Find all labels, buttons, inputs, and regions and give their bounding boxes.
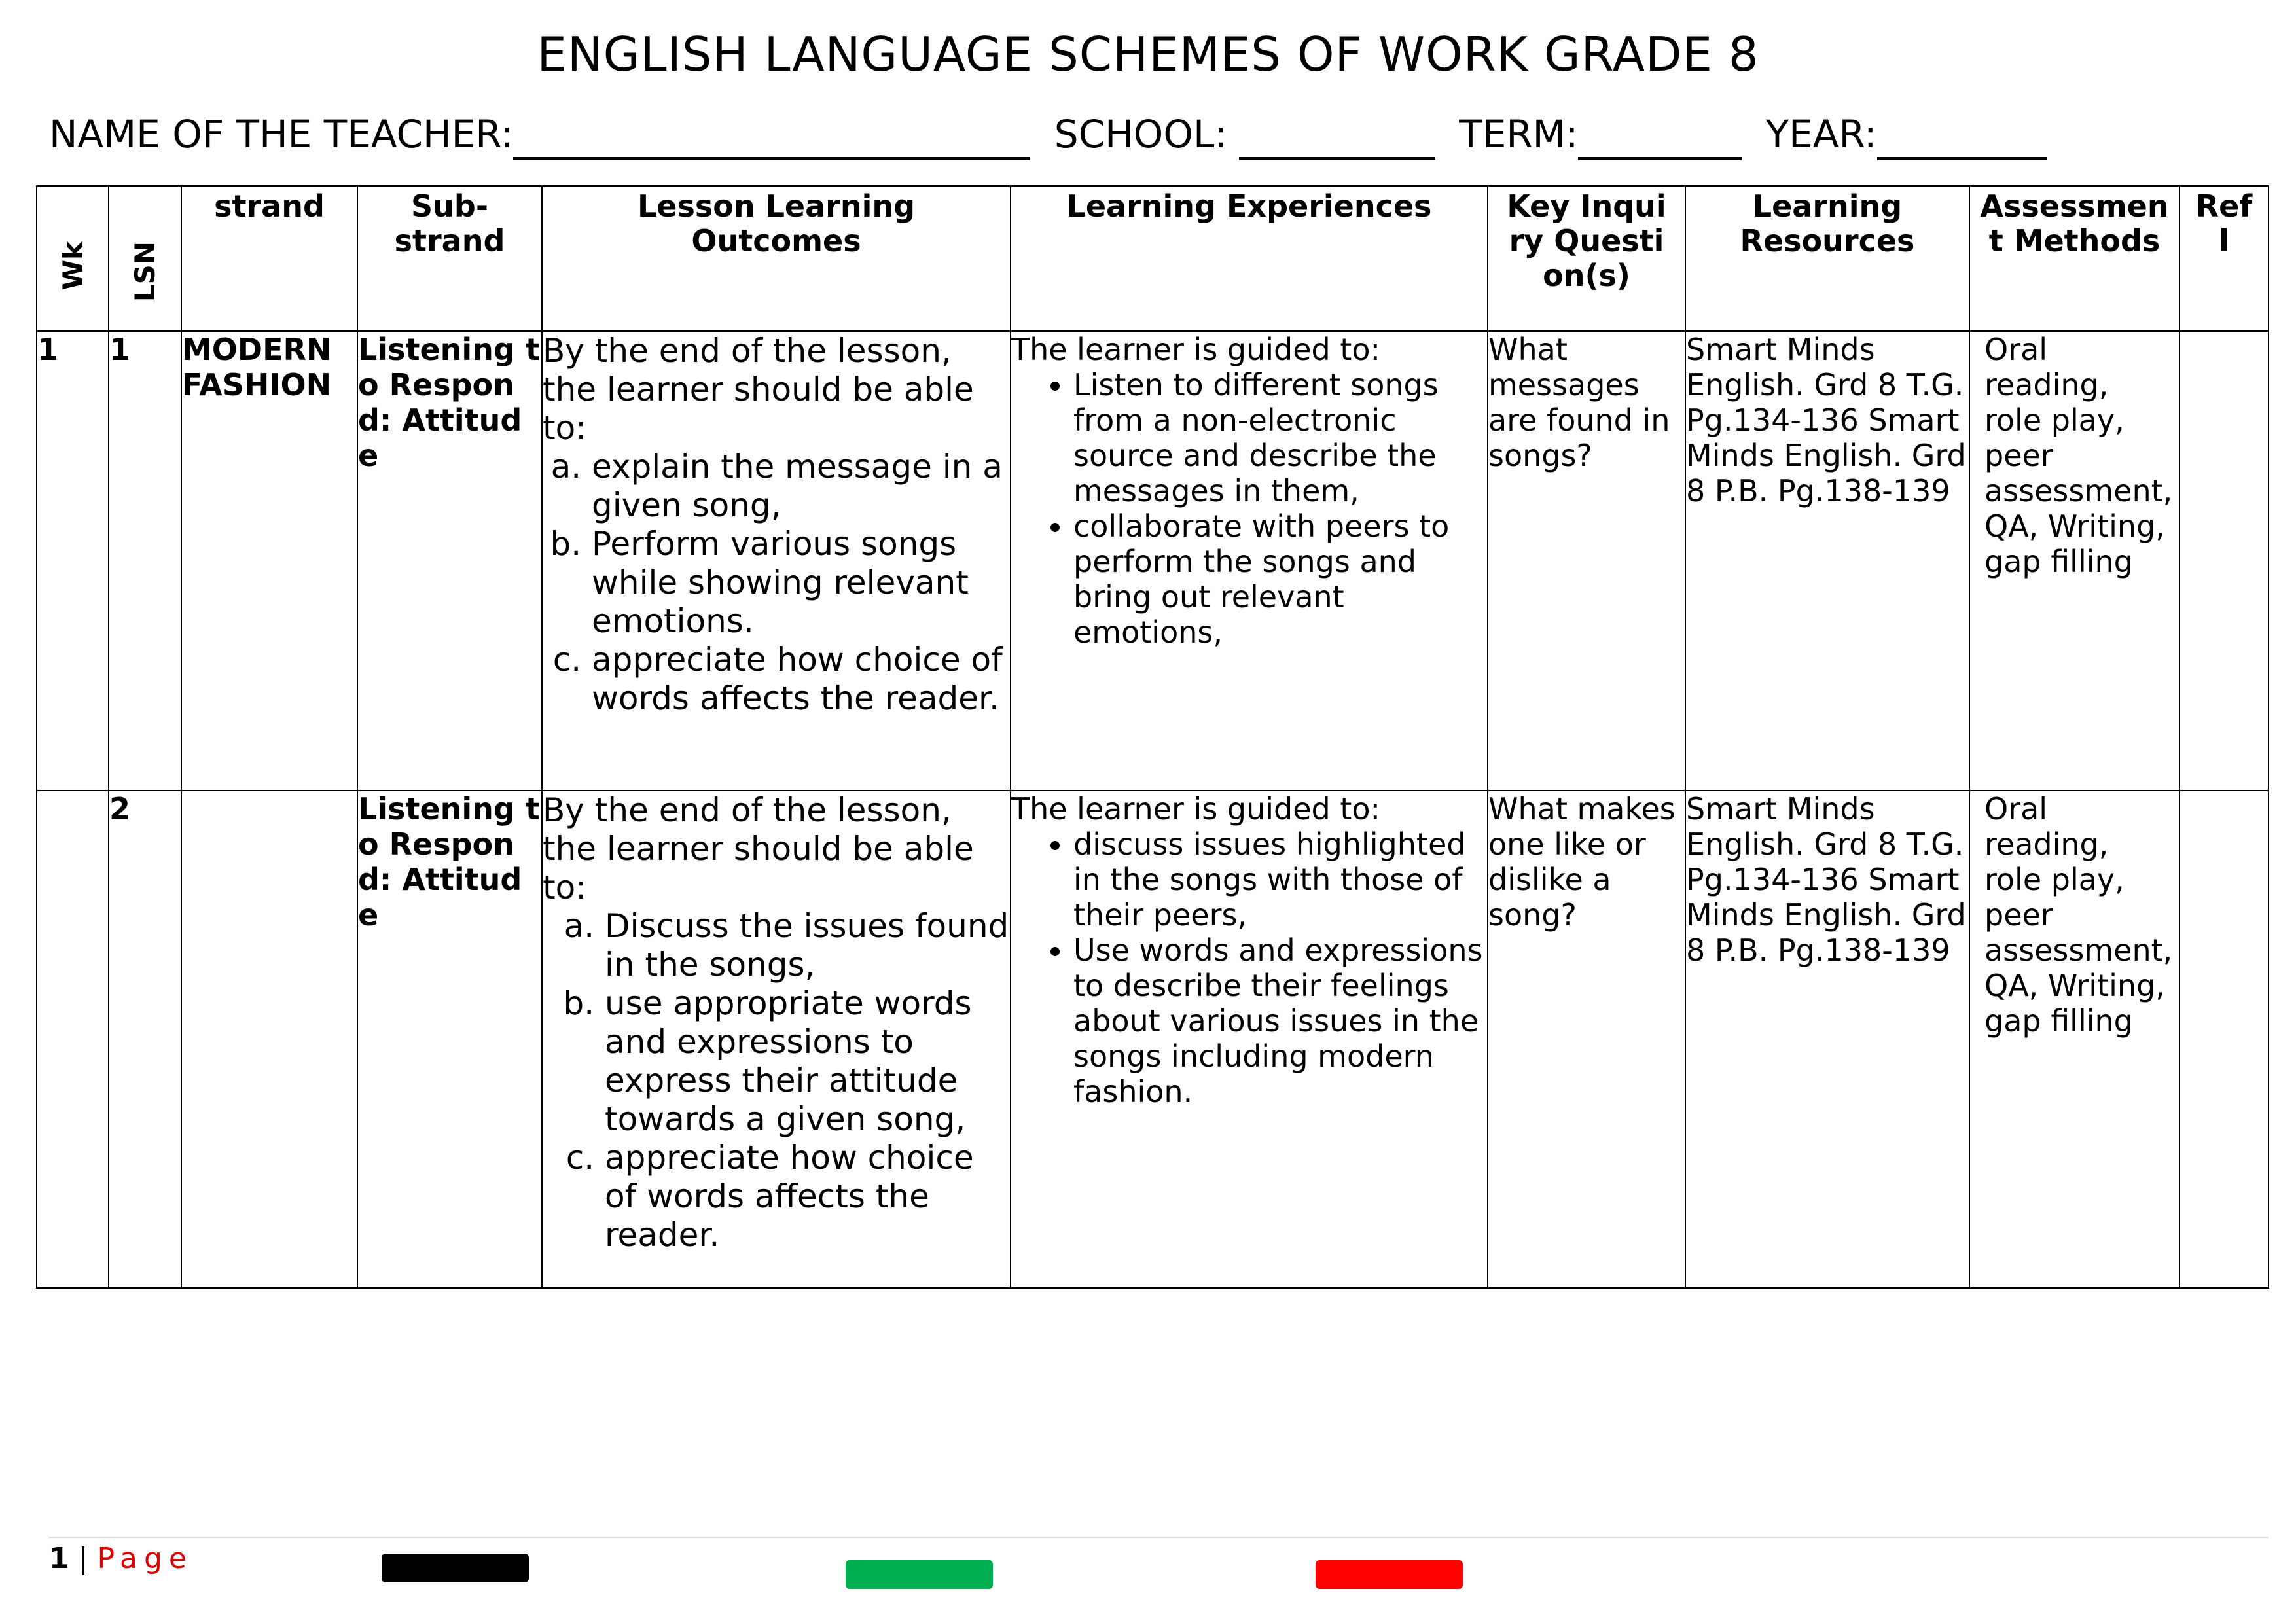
cell-resources: Smart Minds English. Grd 8 T.G. Pg.134-136 Smart Minds English. Grd 8 P.B. Pg.138-139 bbox=[1685, 791, 1969, 1288]
header-questions: Key Inquiry Question(s) bbox=[1488, 186, 1685, 331]
year-blank bbox=[1877, 115, 2047, 160]
outcome-item: a. explain the message in a given song, bbox=[592, 448, 1010, 525]
document-title: ENGLISH LANGUAGE SCHEMES OF WORK GRADE 8 bbox=[537, 27, 1759, 82]
outcome-item: a. Discuss the issues found in the songs, bbox=[605, 907, 1010, 984]
cell-lsn: 1 bbox=[109, 331, 181, 791]
header-reflection: Refl bbox=[2179, 186, 2269, 331]
header-row bbox=[37, 186, 2269, 331]
header-lsn: LSN bbox=[109, 186, 181, 331]
header-strand: strand bbox=[181, 186, 357, 331]
outcome-item: b. use appropriate words and expressions to express their attitude towards a given song, bbox=[605, 984, 1010, 1139]
cell-lsn: 2 bbox=[109, 791, 181, 1288]
footer-divider bbox=[49, 1537, 2268, 1538]
header-assessment: Assessment Methods bbox=[1969, 186, 2179, 331]
outcome-item: c. appreciate how choice of words affects the reader. bbox=[592, 641, 1010, 718]
page-separator: | bbox=[78, 1542, 88, 1575]
cell-reflection bbox=[2179, 791, 2269, 1288]
header-wk: Wk bbox=[37, 186, 109, 331]
teacher-blank bbox=[513, 115, 1030, 160]
teacher-label: NAME OF THE TEACHER: bbox=[49, 112, 514, 156]
experience-item: • Listen to different songs from a non-electronic source and describe the messages in them, bbox=[1073, 367, 1487, 508]
cell-strand: MODERN FASHION bbox=[181, 331, 357, 791]
cell-question: What makes one like or dislike a song? bbox=[1488, 791, 1685, 1288]
year-label: YEAR: bbox=[1765, 112, 1877, 156]
experiences-intro: The learner is guided to: bbox=[1011, 332, 1381, 367]
cell-experiences bbox=[1011, 791, 1488, 1288]
cell-substrand: Listening to Respond: Attitude bbox=[357, 331, 542, 791]
table-row bbox=[37, 331, 2269, 791]
black-color-bar bbox=[382, 1554, 529, 1582]
header-resources: Learning Resources bbox=[1685, 186, 1969, 331]
cell-outcomes bbox=[542, 331, 1011, 791]
table-row bbox=[37, 791, 2269, 1288]
header-outcomes: Lesson Learning Outcomes bbox=[542, 186, 1011, 331]
header-substrand: Sub-strand bbox=[357, 186, 542, 331]
cell-substrand: Listening to Respond: Attitude bbox=[357, 791, 542, 1288]
term-blank bbox=[1578, 115, 1742, 160]
cell-question: What messages are found in songs? bbox=[1488, 331, 1685, 791]
cell-strand bbox=[181, 791, 357, 1288]
page-footer bbox=[49, 1539, 193, 1578]
cell-reflection bbox=[2179, 331, 2269, 791]
red-color-bar bbox=[1316, 1560, 1463, 1589]
outcomes-intro: By the end of the lesson, the learner should be able to: bbox=[543, 332, 974, 447]
experience-item: • collaborate with peers to perform the songs and bring out relevant emotions, bbox=[1073, 508, 1487, 650]
page-word: Page bbox=[97, 1542, 193, 1575]
outcome-item: c. appreciate how choice of words affects the reader. bbox=[605, 1139, 1010, 1255]
cell-assessment: Oral reading, role play, peer assessment, QA, Writing, gap filling bbox=[1969, 791, 2179, 1288]
experiences-intro: The learner is guided to: bbox=[1011, 791, 1381, 827]
green-color-bar bbox=[846, 1560, 993, 1589]
school-blank bbox=[1239, 115, 1435, 160]
cell-wk bbox=[37, 791, 109, 1288]
header-experiences: Learning Experiences bbox=[1011, 186, 1488, 331]
cell-assessment: Oral reading, role play, peer assessment, QA, Writing, gap filling bbox=[1969, 331, 2179, 791]
cell-experiences bbox=[1011, 331, 1488, 791]
outcomes-intro: By the end of the lesson, the learner should be able to: bbox=[543, 791, 974, 906]
page-number: 1 bbox=[49, 1542, 69, 1575]
schemes-table bbox=[36, 185, 2269, 1289]
cell-wk: 1 bbox=[37, 331, 109, 791]
cell-outcomes bbox=[542, 791, 1011, 1288]
header-fields bbox=[49, 108, 2047, 160]
cell-resources: Smart Minds English. Grd 8 T.G. Pg.134-136 Smart Minds English. Grd 8 P.B. Pg.138-139 bbox=[1685, 331, 1969, 791]
experience-item: • Use words and expressions to describe their feelings about various issues in the songs including modern fashion. bbox=[1073, 933, 1487, 1109]
term-label: TERM: bbox=[1459, 112, 1579, 156]
school-label: SCHOOL: bbox=[1054, 112, 1227, 156]
outcome-item: b. Perform various songs while showing relevant emotions. bbox=[592, 525, 1010, 641]
experience-item: • discuss issues highlighted in the songs with those of their peers, bbox=[1073, 827, 1487, 933]
